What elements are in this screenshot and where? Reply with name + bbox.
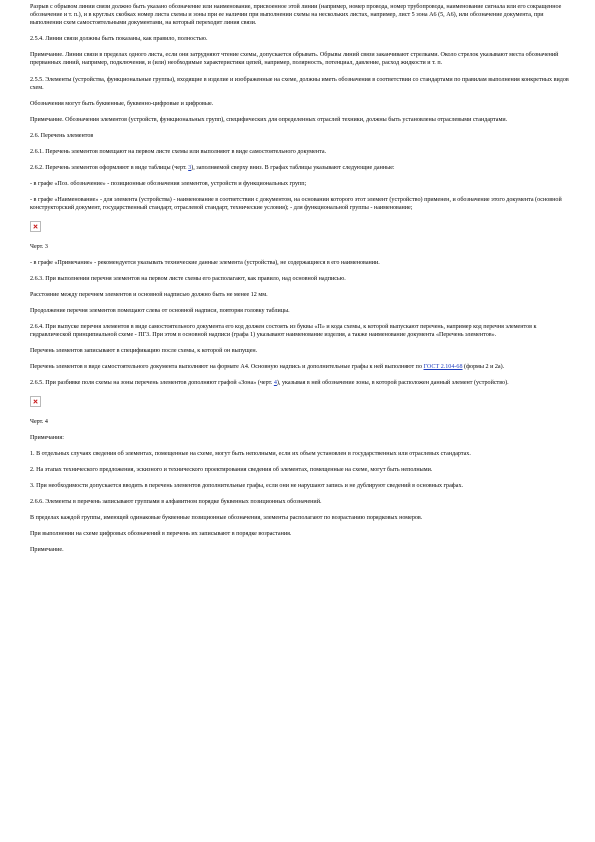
text-before-link: 2.6.5. При разбивке поля схемы на зоны перечень элементов дополняют графой «Зона» (черт. <box>30 380 274 387</box>
notes-heading: Примечания: <box>30 434 64 441</box>
note-2: 2. На этапах технического предложения, эскизного и технического проектирования сведения об элементах, помещенные на схеме, могут быть неполными. <box>30 466 433 473</box>
text-after-link: ), заполняемой сверху вниз. В графах таблицы указывают следующие данные: <box>191 165 395 172</box>
broken-image-figure-4-icon <box>30 396 575 410</box>
column-note: - в графе «Примечание» - рекомендуется указывать технические данные элемента (устройства), не содержащиеся в его наименовании. <box>30 259 380 266</box>
broken-image-figure-3-icon <box>30 221 575 235</box>
paragraph-spec-record: Перечень элементов записывают в спецификацию после схемы, к которой он выпущен. <box>30 348 258 355</box>
text-before-link: 2.6.2. Перечень элементов оформляют в виде таблицы (черт. <box>30 165 189 172</box>
text-after-link: (формы 2 и 2а). <box>462 364 505 371</box>
paragraph-2-6-5 <box>30 379 575 387</box>
final-note-heading: Примечание. <box>30 547 64 554</box>
text-before-link: Перечень элементов в виде самостоятельного документа выполняют на формате А4. Основную надпись и дополнительные графы к ней выполняют по <box>30 364 424 371</box>
paragraph-2-6-4: 2.6.4. При выпуске перечня элементов в виде самостоятельного документа его код должен состоять из буквы «П» и кода схемы, к которой выпускают перечень, например код перечня элементов к гидравлической принципиальной схеме - ПГ3. При этом в основной надписи (графа 1) указывают наименование изделия, а также наименование документа «Перечень элементов». <box>30 324 537 339</box>
paragraph-2-5-5: 2.5.5. Элементы (устройства, функциональные группы), входящие в изделие и изображенные на схеме, должны иметь обозначения в соответствии со стандартами по правилам выполнения конкретных видов схем. <box>30 76 569 91</box>
section-heading-2-6: 2.6. Перечень элементов <box>30 132 94 139</box>
paragraph-line-break-designation: Разрыв с обрывом линии связи должно быть указано обозначение или наименование, присвоенное этой линии (например, номер провода, номер трубопровода, наименование сигнала или его сокращенное обозначение и т. п.), и в круглых скобках номер листа схемы и зоны при ее наличии при выполнении схемы на нескольких листах, например, лист 5 зона А6 (5, А6), или обозначение документа, при выполнении схем самостоятельными документами, на который переходит линия связи. <box>30 4 562 27</box>
link-figure-3[interactable]: 3 <box>188 165 192 172</box>
link-figure-4[interactable]: 4 <box>273 380 277 387</box>
paragraph-designation-types: Обозначения могут быть буквенные, буквенно-цифровые и цифровые. <box>30 100 214 107</box>
paragraph-group-order: В пределах каждой группы, имеющей одинаковые буквенные позиционные обозначения, элементы располагают по возрастанию порядковых номеров. <box>30 515 423 522</box>
paragraph-distance: Расстояние между перечнем элементов и основной надписью должно быть не менее 12 мм. <box>30 291 268 298</box>
link-gost-2-104-68[interactable]: ГОСТ 2.104-68 <box>423 364 463 371</box>
text-after-link: ), указывая в ней обозначение зоны, в которой расположен данный элемент (устройство). <box>276 380 509 387</box>
paragraph-digital-designations: При выполнении на схеме цифровых обозначений в перечень их записывают в порядке возрастания. <box>30 531 292 538</box>
note-line-breaks: Примечание. Линии связи в пределах одного листа, если они затрудняют чтение схемы, допускается обрывать. Обрывы линий связи заканчивают стрелками. Около стрелок указывают места обозначений прерванных линий, например, подключения, и (или) необходимые характеристики цепей, например, полярность, потенциал, давление, расход жидкости и т. п. <box>30 52 559 67</box>
paragraph-2-6-1: 2.6.1. Перечень элементов помещают на первом листе схемы или выполняют в виде самостоятельного документа. <box>30 149 327 156</box>
figure-4-caption: Черт. 4 <box>30 418 48 425</box>
note-industry-designations: Примечание. Обозначения элементов (устройств, функциональных групп), специфических для определенных отраслей техники, должны быть установлены отраслевыми стандартами. <box>30 116 508 123</box>
column-name: - в графе «Наименование» - для элемента (устройства) - наименование в соответствии с документом, на основании которого этот элемент (устройство) применен, и обозначение этого документа (основной конструкторский документ, государственный стандарт, отраслевой стандарт, технические условия); - для функциональной группы - наименование; <box>30 197 562 212</box>
paragraph-2-6-6: 2.6.6. Элементы в перечень записывают группами в алфавитном порядке буквенных позиционных обозначений. <box>30 499 322 506</box>
paragraph-2-6-3: 2.6.3. При выполнении перечня элементов на первом листе схемы его располагают, как правило, над основной надписью. <box>30 275 346 282</box>
paragraph-2-5-4: 2.5.4. Линии связи должны быть показаны, как правило, полностью. <box>30 36 208 43</box>
note-3: 3. При необходимости допускается вводить в перечень элементов дополнительные графы, если они не нарушают запись и не дублируют сведений в основных графах. <box>30 483 464 489</box>
paragraph-2-6-2 <box>30 164 575 172</box>
column-pos-designation: - в графе «Поз. обозначение» - позиционные обозначения элементов, устройств и функциональных групп; <box>30 181 307 188</box>
paragraph-format-a4 <box>30 363 575 371</box>
paragraph-continuation: Продолжение перечня элементов помещают слева от основной надписи, повторяя головку таблицы. <box>30 307 290 314</box>
figure-3-caption: Черт. 3 <box>30 243 48 250</box>
document-page <box>30 0 575 554</box>
note-1: 1. В отдельных случаях сведения об элементах, помещенные на схеме, могут быть неполными, если их объем установлен в государственных или отраслевых стандартах. <box>30 450 471 457</box>
